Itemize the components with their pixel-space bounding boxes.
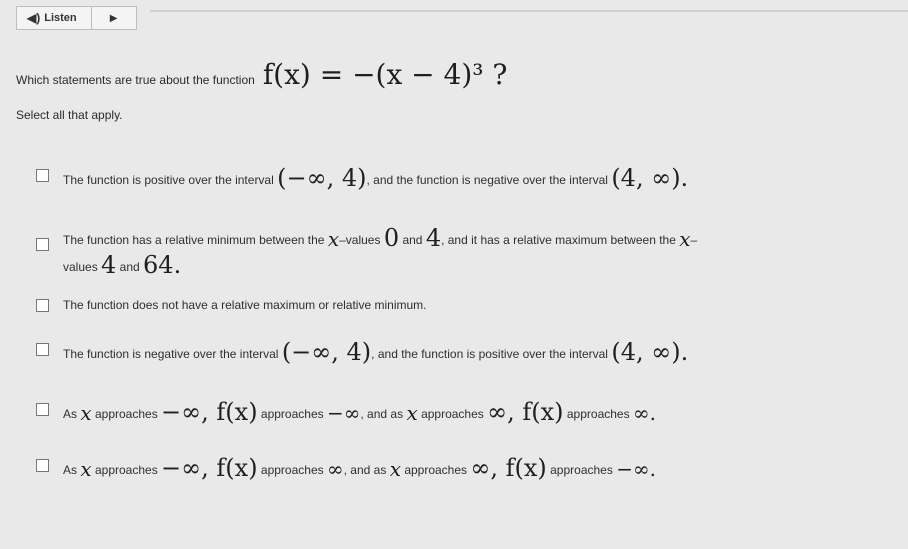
play-icon: ▶ [109,12,118,24]
option-math: x [80,401,92,425]
option-math: (4, ∞). [611,338,689,366]
checkbox[interactable] [36,403,49,416]
listen-label: Listen [44,12,77,24]
option-math: −∞. [616,457,656,481]
select-instruction: Select all that apply. [16,108,123,122]
option-math: 4 [101,251,117,279]
question-prompt: Which statements are true about the function [16,73,255,87]
option-text-part: approaches [566,407,630,421]
listen-toolbar[interactable] [16,6,137,30]
option-text [63,296,427,314]
answer-option-4[interactable] [36,340,688,364]
option-math: (−∞, 4) [277,164,367,192]
question [16,58,507,91]
option-math: 64. [143,251,182,279]
speaker-icon: ◀) [27,11,41,25]
option-text-part: – [690,233,698,247]
option-text [63,226,697,280]
checkbox[interactable] [36,238,49,251]
option-text-part: As [63,463,78,477]
option-text-part: –values [339,233,381,247]
option-math: x [406,401,418,425]
option-text [63,400,656,424]
option-text-part: The function is positive over the interval [63,173,274,187]
option-text-part: approaches [94,407,158,421]
answer-option-6[interactable] [36,456,656,480]
answer-option-2[interactable] [36,226,866,280]
option-math: x [389,457,401,481]
option-math: −∞ [326,401,361,425]
play-button[interactable] [92,7,136,29]
option-text-part: approaches [404,463,468,477]
option-text-part: and [402,233,423,247]
option-math: ∞, f(x) [487,398,564,426]
option-text-part: As [63,407,78,421]
checkbox[interactable] [36,459,49,472]
option-math: −∞, f(x) [161,454,258,482]
option-math: ∞. [632,401,656,425]
answer-option-3[interactable] [36,296,427,314]
option-text [63,340,688,364]
option-math: (4, ∞). [611,164,689,192]
option-text-part: approaches [421,407,484,421]
checkbox[interactable] [36,299,49,312]
option-text-part: The function has a relative minimum between the [63,233,325,247]
option-math: x [327,227,340,251]
option-text-part: approaches [260,407,324,421]
option-text-part: approaches [94,463,158,477]
option-math: x [80,457,92,481]
listen-button[interactable] [17,7,92,29]
option-text [63,166,688,190]
top-divider [150,10,908,12]
answer-option-1[interactable] [36,166,688,190]
option-text-part: , and it has a relative maximum between the [441,233,676,247]
option-text-part: The function is negative over the interval [63,347,279,361]
question-function: f(x) = −(x − 4)³ ? [262,58,508,91]
option-text-part: and [119,260,140,274]
option-math: x [679,227,691,251]
option-text-part: approaches [550,463,613,477]
option-math: 0 [383,224,400,252]
option-text-part: values [63,260,98,274]
answer-option-5[interactable] [36,400,656,424]
option-text-part: , and the function is positive over the interval [371,347,608,361]
option-math: ∞, f(x) [470,454,547,482]
option-math: 4 [425,224,442,252]
checkbox[interactable] [36,343,49,356]
checkbox[interactable] [36,169,49,182]
option-text [63,456,656,480]
option-text-part: The function does not have a relative maximum or relative minimum. [63,298,427,312]
option-text-part: approaches [260,463,324,477]
option-text-part: , and as [343,463,387,477]
option-text-part: , and as [360,407,404,421]
option-math: ∞ [326,457,344,481]
option-math: (−∞, 4) [281,338,372,366]
option-text-part: , and the function is negative over the interval [366,173,608,187]
option-math: −∞, f(x) [161,398,258,426]
